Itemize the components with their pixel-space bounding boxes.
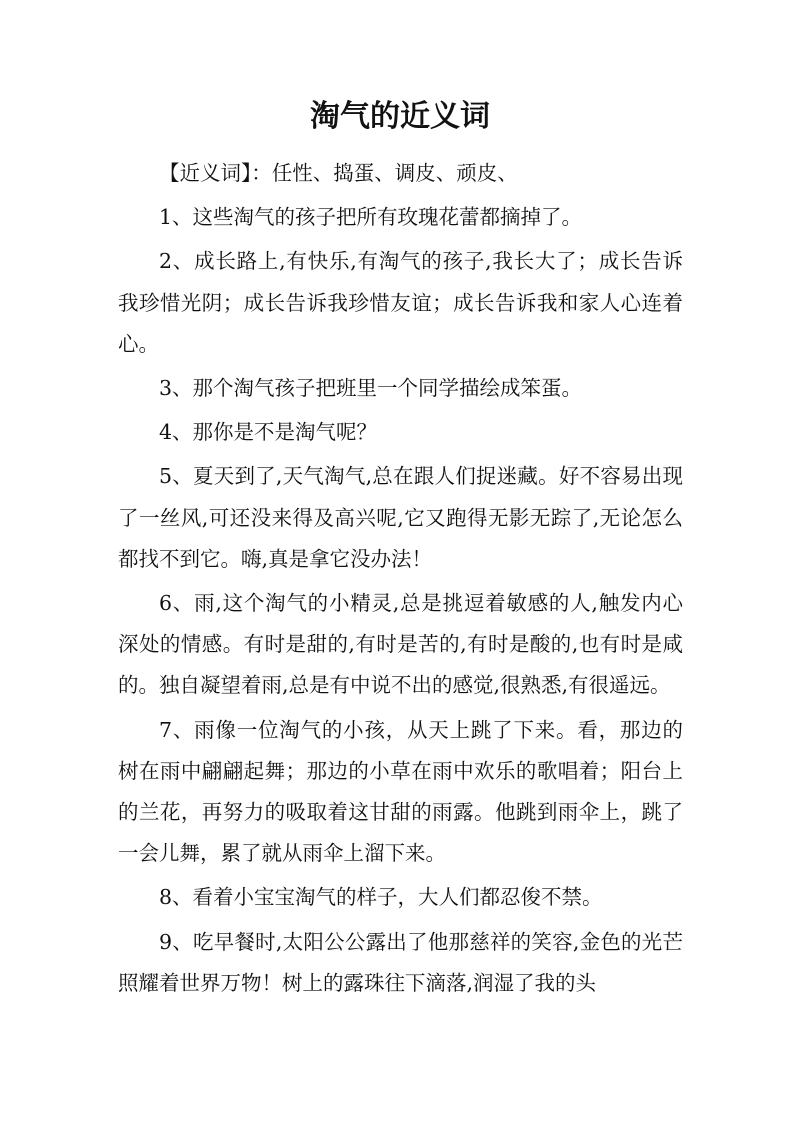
document-body [118, 153, 683, 1007]
paragraph-example-8: 8、看着小宝宝淘气的样子，大人们都忍俊不禁。 [159, 885, 603, 910]
paragraph-example-3: 3、那个淘气孩子把班里一个同学描绘成笨蛋。 [159, 376, 583, 401]
paragraph-example-2: 2、成长路上,有快乐,有淘气的孩子,我长大了；成长告诉我珍惜光阴；成长告诉我珍惜友谊；成长告诉我和家人心连着心。 [118, 249, 683, 356]
paragraph-example-6: 6、雨,这个淘气的小精灵,总是挑逗着敏感的人,触发内心深处的情感。有时是甜的,有时是苦的,有时是酸的,也有时是咸的。独自凝望着雨,总是有中说不出的感觉,很熟悉,有很遥远。 [118, 591, 683, 698]
paragraph-example-1: 1、这些淘气的孩子把所有玫瑰花蕾都摘掉了。 [159, 205, 583, 230]
paragraph-example-5: 5、夏天到了,天气淘气,总在跟人们捉迷藏。好不容易出现了一丝风,可还没来得及高兴呢,它又跑得无影无踪了,无论怎么都找不到它。嗨,真是拿它没办法！ [118, 464, 683, 571]
paragraph-example-7: 7、雨像一位淘气的小孩，从天上跳了下来。看，那边的树在雨中翩翩起舞；那边的小草在雨中欢乐的歌唱着；阳台上的兰花，再努力的吸取着这甘甜的雨露。他跳到雨伞上，跳了一会儿舞，累了就从雨伞上溜下来。 [118, 717, 683, 866]
document-title: 淘气的近义词 [310, 99, 490, 134]
paragraph-synonyms: 【近义词】：任性、捣蛋、调皮、顽皮、 [159, 161, 518, 185]
paragraph-example-9: 9、吃早餐时,太阳公公露出了他那慈祥的笑容,金色的光芒照耀着世界万物！树上的露珠往下滴落,润湿了我的头 [118, 929, 683, 995]
paragraph-example-4: 4、那你是不是淘气呢？ [159, 420, 378, 445]
